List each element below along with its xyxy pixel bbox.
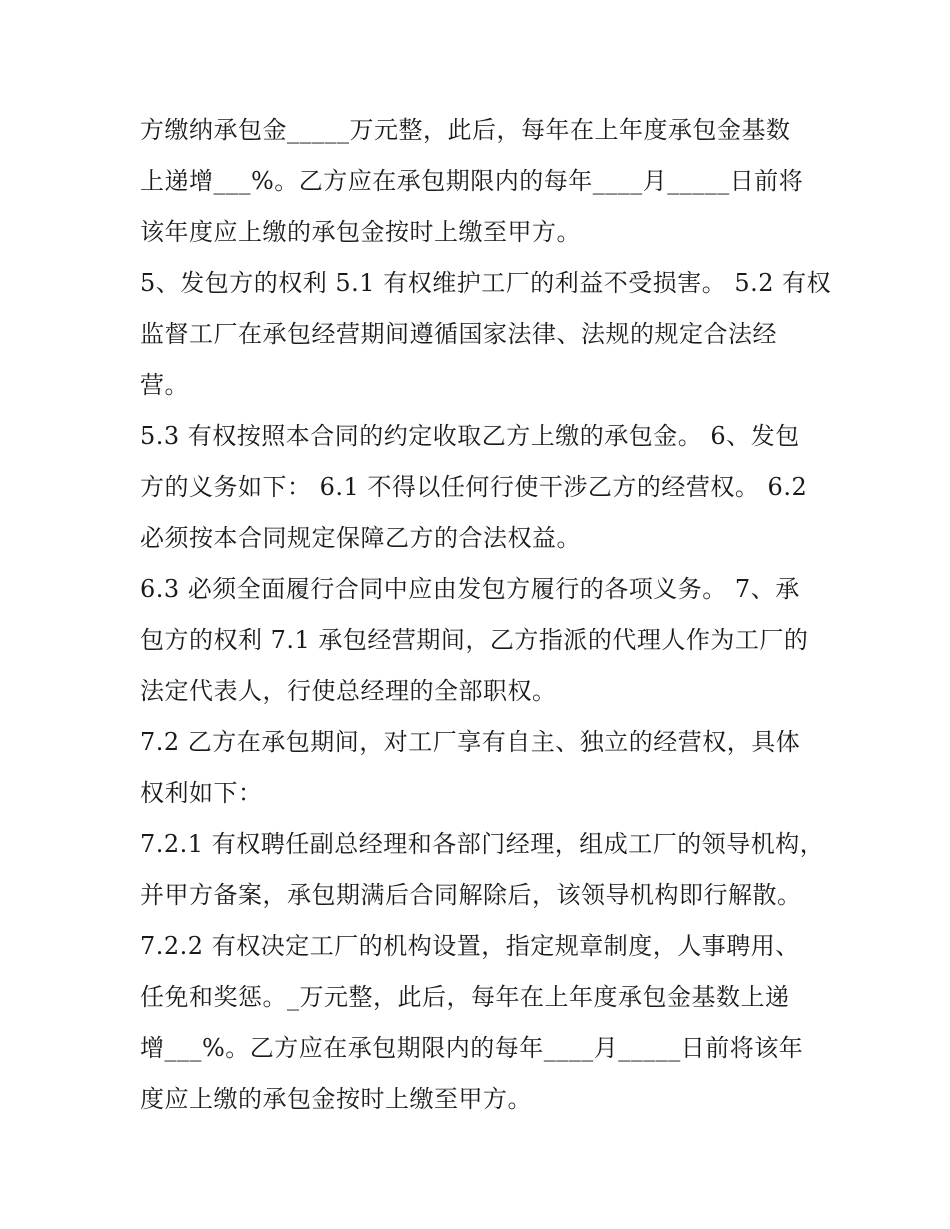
text-line: 必须按本合同规定保障乙方的合法权益。 bbox=[140, 524, 581, 552]
text-line: 方的义务如下： 6.1 不得以任何行使干涉乙方的经营权。 6.2 bbox=[140, 473, 808, 501]
text-line: 监督工厂在承包经营期间遵循国家法律、法规的规定合法经 bbox=[140, 320, 777, 348]
text-line: 6.3 必须全面履行合同中应由发包方履行的各项义务。 7、承 bbox=[140, 575, 800, 603]
text-line: 包方的权利 7.1 承包经营期间，乙方指派的代理人作为工厂的 bbox=[140, 626, 809, 654]
text-line: 度应上缴的承包金按时上缴至甲方。 bbox=[140, 1085, 532, 1113]
text-line: 方缴纳承包金_____万元整，此后，每年在上年度承包金基数 bbox=[140, 116, 791, 144]
text-line: 营。 bbox=[140, 371, 189, 399]
text-line: 5、发包方的权利 5.1 有权维护工厂的利益不受损害。 5.2 有权 bbox=[140, 269, 832, 297]
text-line: 并甲方备案，承包期满后合同解除后，该领导机构即行解散。 bbox=[140, 881, 802, 909]
text-line: 5.3 有权按照本合同的约定收取乙方上缴的承包金。 6、发包 bbox=[140, 422, 800, 450]
text-line: 该年度应上缴的承包金按时上缴至甲方。 bbox=[140, 218, 581, 246]
text-line: 7.2.1 有权聘任副总经理和各部门经理，组成工厂的领导机构， bbox=[140, 830, 825, 858]
text-line: 7.2 乙方在承包期间，对工厂享有自主、独立的经营权，具体 bbox=[140, 728, 801, 756]
text-line: 权利如下： bbox=[140, 779, 263, 807]
text-line: 7.2.2 有权决定工厂的机构设置，指定规章制度，人事聘用、 bbox=[140, 932, 800, 960]
text-line: 法定代表人，行使总经理的全部职权。 bbox=[140, 677, 557, 705]
text-line: 上递增___%。乙方应在承包期限内的每年____月_____日前将 bbox=[140, 167, 804, 195]
text-line: 增___%。乙方应在承包期限内的每年____月_____日前将该年 bbox=[140, 1034, 804, 1062]
text-line: 任免和奖惩。_万元整，此后，每年在上年度承包金基数上递 bbox=[140, 983, 790, 1011]
